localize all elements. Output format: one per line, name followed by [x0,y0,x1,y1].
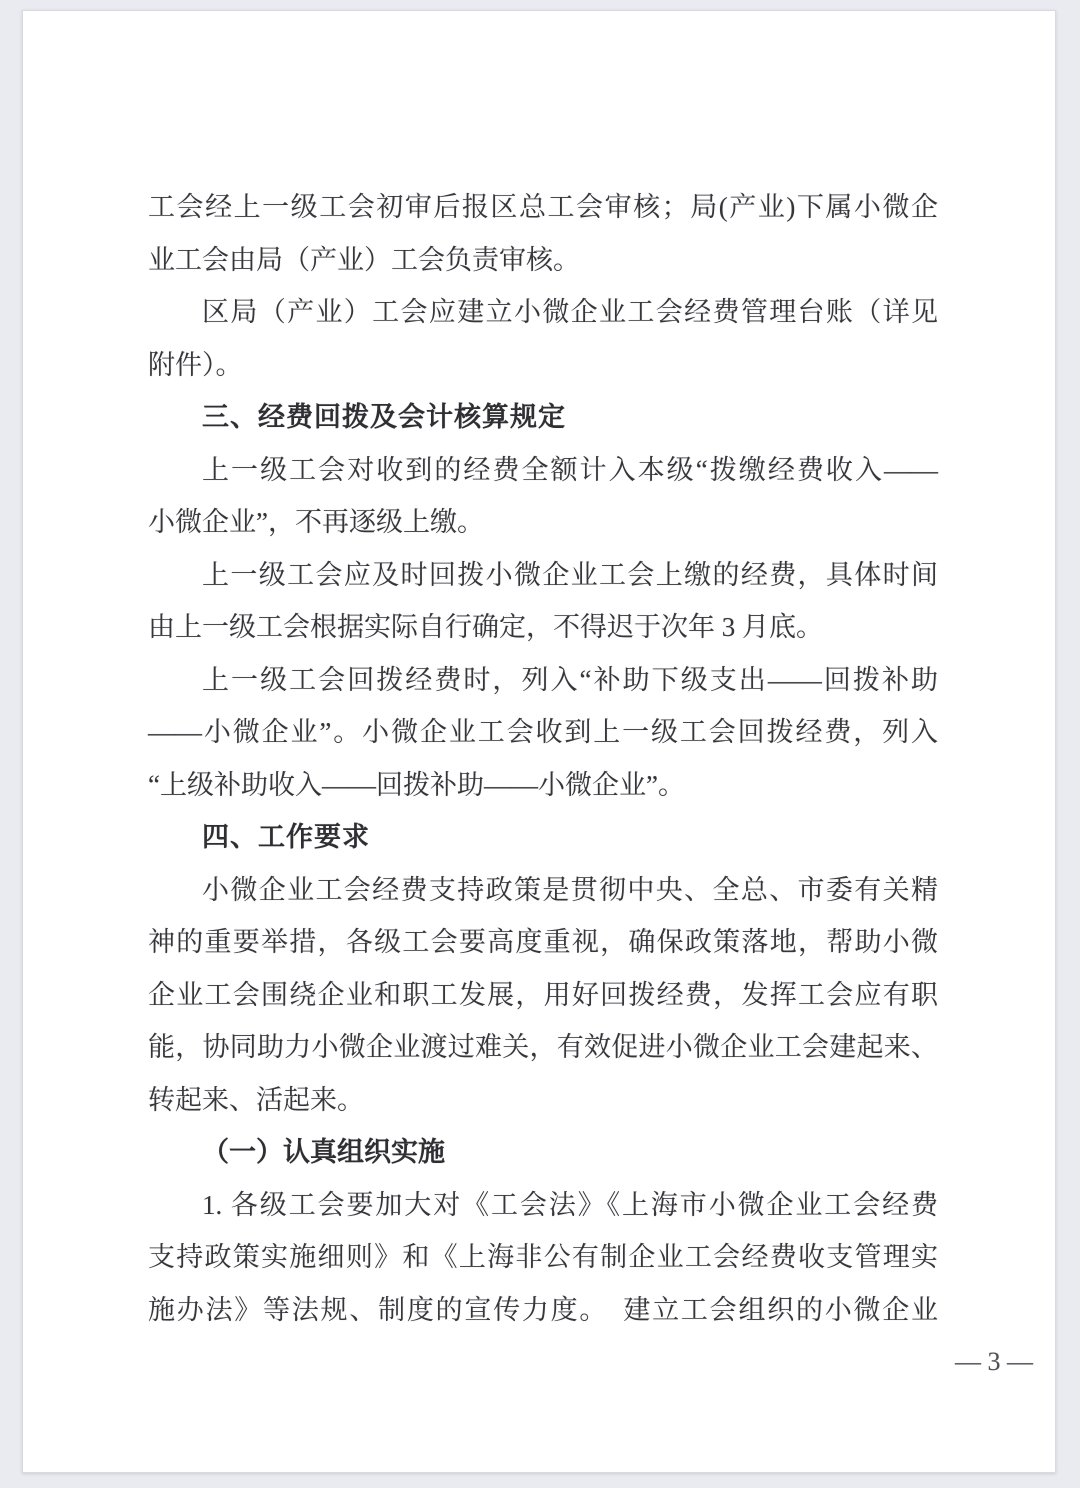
document-page [22,10,1056,1473]
section-heading: 三、经费回拨及会计核算规定 [202,402,566,432]
document-line: 能，协同助力小微企业渡过难关，有效促进小微企业工会建起来、 [148,1032,938,1062]
document-line: 区局（产业）工会应建立小微企业工会经费管理台账（详见 [202,297,938,327]
document-line: 企业工会围绕企业和职工发展，用好回拨经费，发挥工会应有职 [148,979,938,1010]
document-line: 上一级工会应及时回拨小微企业工会上缴的经费，具体时间 [202,559,938,590]
document-line: ——小微企业”。小微企业工会收到上一级工会回拨经费，列入 [148,717,938,747]
document-line: “上级补助收入——回拨补助——小微企业”。 [148,769,685,800]
subsection-heading: （一）认真组织实施 [202,1137,445,1167]
document-line: 支持政策实施细则》和《上海非公有制企业工会经费收支管理实 [148,1242,938,1272]
document-line: 转起来、活起来。 [148,1084,364,1115]
document-line: 小微企业”，不再逐级上缴。 [148,507,484,537]
document-line: 附件）。 [148,349,243,380]
section-heading: 四、工作要求 [202,822,370,852]
document-line: 业工会由局（产业）工会负责审核。 [148,244,580,275]
document-line: 工会经上一级工会初审后报区总工会审核；局(产业)下属小微企 [148,192,938,222]
document-line: 小微企业工会经费支持政策是贯彻中央、全总、市委有关精 [202,874,938,905]
document-line: 上一级工会回拨经费时，列入“补助下级支出——回拨补助 [202,664,938,695]
page-number: — 3 — [955,1347,1033,1376]
document-line: 神的重要举措，各级工会要高度重视，确保政策落地，帮助小微 [148,927,938,957]
document-line: 上一级工会对收到的经费全额计入本级“拨缴经费收入—— [202,454,938,485]
document-line: 施办法》等法规、制度的宣传力度。 建立工会组织的小微企业 [148,1294,938,1325]
document-line: 1. 各级工会要加大对《工会法》《上海市小微企业工会经费 [202,1189,938,1220]
document-body [23,11,938,1336]
document-line: 由上一级工会根据实际自行确定，不得迟于次年 3 月底。 [148,612,823,642]
